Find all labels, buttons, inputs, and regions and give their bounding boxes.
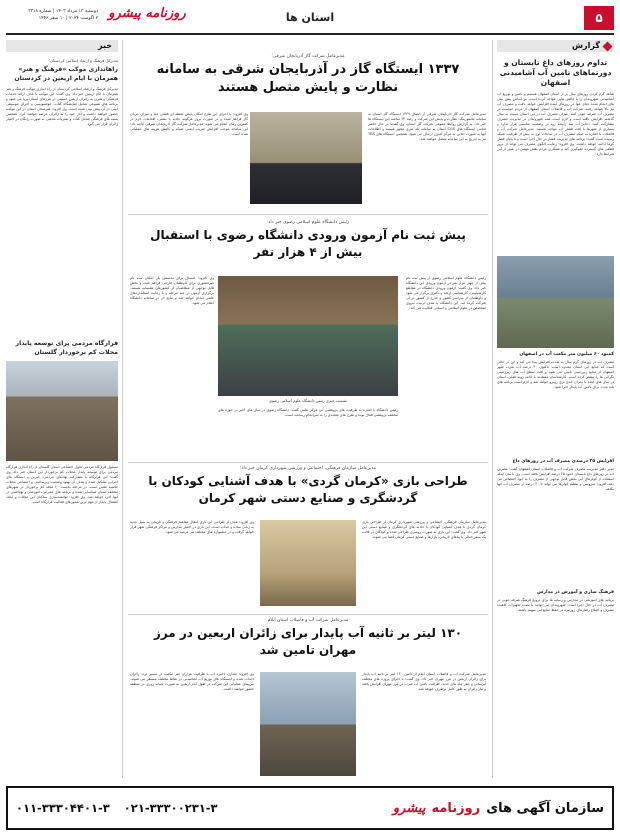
report-body: شاهد گرم کردن روزهای سال پر از استان اصفهان هستیم و تامین و توزیع آب آشامیدنی شهروندان را با چالش هایی مواجه کرده است. بر اساس پیش بینی های انجام شده دمای هوا در روزهای آینده افزایش خواهد یافت و مصرف آب نیز بالا خواهد رفت. شرکت آب و فاضلاب استان اصفهان از مردم خواست در مصرف آب صرفه جویی کنند. میزان مصرف آب در این استان نسبت به سال گذشته افزایش یافته است و لازم است همه شهروندان در مدیریت مصرف مشارکت کنند. ذخایر آب سد زاینده رود در وضعیت مناسبی قرار ندارد و بسیاری از شهرها با افت فشار آب مواجه هستند. مدیرعامل شرکت آب و فاضلاب با اشاره به اینکه مصرف آب در ساعات اوج به بیش از ظرفیت شبکه رسیده است گفت: برنامه های مدیریت فشار در حال اجرا است و تا پایان فصل گرما ادامه خواهد داشت. وی افزود: رعایت الگوی مصرف می تواند از بروز قطعی های گسترده جلوگیری کند و همکاری مردم نقش مهمی در عبور از این شرایط دارد. [497,92,614,156]
gas-photo [250,112,362,204]
exam-rule [128,462,488,463]
exam-body-b: وی افزود: امسال برای نخستین بار امکان ثبت نام غیرحضوری برای داوطلبان خارجی فراهم شده و بخش قابل توجهی از متقاضیان از کشورهای همسایه هستند. برگزاری آزمون در چند مرحله و با رعایت استانداردهای علمی انجام خواهد شد و نتایج آن در سامانه دانشگاه اعلام می شود. [130,276,214,305]
footer-phone-2: ۰۱۱-۳۳۳۰۴۴۰۱-۳ [16,801,110,815]
news2-photo [6,361,118,461]
news1-headline: راهاندازی موکب «فرهنگ و هنر» همزمان با ایام اربعین در کردستان [14,66,118,82]
news1-kicker: مدیرکل فرهنگ و ارشاد اسلامی کردستان: [48,58,118,63]
footer-ad [6,786,614,830]
exam-caption: نشست خبری رئیس دانشگاه علوم اسلامی رضوی [268,398,348,403]
footer-org: سازمان آگهی های [486,800,604,816]
report-body-4: برنامه های آموزشی در مدارس و رسانه ها برای ترویج فرهنگ صرفه جویی در مصرف آب در حال اجرا است. شهروندان می توانند با نصب تجهیزات کاهنده مصرف و اصلاح رفتارهای روزمره در حفظ منابع آبی سهیم باشند. [497,598,614,612]
footer-brand: پیشرو [392,800,426,816]
section-title: استان ها [285,11,335,24]
date-block [6,8,98,22]
gas-body-a: مدیرعامل شرکت گاز آذربایجان شرقی از اتصال ۱۳۳۷ ایستگاه گاز استان به سامانه مانیتورینگ، نظارت و پایش این شرکت و رصد ۲۴ ساعته این ایستگاه ها خبر داد. به گزارش روابط عمومی شرکت گاز استان، وی گفت: در حال حاضر تمامی ایستگاه های CGS استان به سامانه تله متری مجهز هستند و اطلاعات آنها به صورت آنلاین به مرکز کنترل ارسال می شود. همچنین ایستگاه های TBS نیز به تدریج به این سامانه متصل خواهند شد. [368,112,486,141]
exam-headline: پیش ثبت نام آزمون ورودی دانشگاه رضوی با استقبال بیش از ۴ هزار نفر [150,228,466,259]
exam-body-a: رئیس دانشگاه علوم اسلامی رضوی از پیش ثبت نام بیش از چهار هزار نفر در آزمون ورودی این دانشگاه خبر داد. وی گفت: آزمون ورودی دانشگاه در مقاطع کارشناسی، کارشناسی ارشد و دکتری برگزار می شود و داوطلبان از سراسر کشور و خارج از کشور در آن شرکت کرده اند. این دانشگاه با هدف تربیت نیروی متخصص در علوم اسلامی و انسانی فعالیت می کند. [406,276,486,310]
report-subhead-3: فرهنگ سازی و آموزش در مدارس [537,590,614,595]
kids-kicker: مدیرعامل سازمان فرهنگی، اجتماعی و ورزشی شهرداری کرمان خبر داد: [239,466,377,471]
report-body-3: مدیر دفتر مدیریت مصرف شرکت آب و فاضلاب استان اصفهان گفت: مصرف آب در روزهای داغ تابستان حدود ۲۵ درصد افزایش یافته است. وی با بیان اینکه استفاده از کولرهای آبی بخش قابل توجهی از مصرف را به خود اختصاص می دهد، افزود: سرویس و تنظیم کولرها می تواند تا ۳۰ درصد از مصرف آب آنها بکاهد. [497,467,614,491]
page-number: ۵ [595,11,603,25]
footer-phone-1: ۰۲۱-۳۳۳۰۰۲۳۱-۳ [123,801,218,815]
gas-kicker: مدیرعامل شرکت گاز آذربایجان شرقی: [271,54,345,59]
footer-phones [16,801,218,815]
water-headline: ۱۳۰ لیتر بر ثانیه آب پایدار برای زائران اربعین در مرز مهران تامین شد [153,626,463,657]
news-tag [6,40,118,52]
report-tag-label: گزارش [571,41,600,50]
water-photo [260,672,356,776]
report-tag-marker-icon [603,42,613,52]
footer-org-block [393,801,604,816]
report-headline: تداوم روزهای داغ تابستان و دورتماهای تامین آب آشامیدنی اصفهان [499,58,612,87]
news2-headline: قرارگاه مردمی برای توسعه پایدار محلات کم برخوردار گلستان [15,340,118,356]
gas-headline: ۱۳۳۷ ایستگاه گاز در آذربایجان شرقی به سامانه نظارت و پایش متصل هستند [156,62,460,95]
water-kicker: مدیرعامل شرکت آب و فاضلاب استان ایلام [267,618,349,623]
kids-story [126,466,490,612]
date-line-2: ۲ اگوست ۲۰۲۴ | ۱۰ صفر ۱۴۴۶ [38,16,98,21]
report-subhead-2: افزایش ۲۵ درصدی مصرف آب در روزهای داغ [512,459,614,464]
water-body-a: مدیرعامل شرکت آب و فاضلاب استان ایلام از تامین ۱۳۰ لیتر بر ثانیه آب پایدار برای زائران اربعین در مرز مهران خبر داد. وی گفت: با اجرای پروژه های مختلف آبرسانی و حفر چاه های جدید، ظرفیت تامین آب شرب در مرز مهران افزایش یافته و نیاز زائران به طور کامل برطرف خواهد شد. [362,672,486,691]
left-column [6,40,118,778]
exam-story [126,220,490,460]
exam-photo [218,276,398,396]
kids-body-a: مدیرعامل سازمان فرهنگی، اجتماعی و ورزشی شهرداری کرمان از طراحی بازی کرمان گردی با هدف آشنایی کودکان با جاذبه های گردشگری و صنایع دستی این شهر خبر داد. وی گفت: این بازی به صورت رومیزی طراحی شده و کودکان در قالب یک سفر خیالی با بناهای تاریخی، بازارها و صنایع دستی کرمان آشنا می شوند. [362,520,486,539]
date-line-1: دوشنبه ۱۳ مرداد ۱۴۰۳ | شماره ۳۳۱۸ [28,9,98,14]
right-column [497,40,614,778]
page-number-badge [584,6,614,30]
exam-body-c: رئیس دانشگاه با اشاره به ظرفیت های پژوهشی این مرکز علمی گفت: دانشگاه رضوی در سال های اخیر در حوزه های مختلف پژوهشی فعال بوده و طرح های متعددی را به سرانجام رسانده است. [218,408,398,417]
report-body-2: مصرف آب در روزهای گرم سال به شدت افزایش پیدا می کند و این در حالی است که منابع آبی استان محدود است. تاکنون ۴۰ درصد آب شرب شهر اصفهان از منابع زیرزمینی تامین می شود و افت سطح آب های زیرزمینی نگرانی ها را بیشتر کرده است. کارشناسان معتقدند با ادامه روند فعلی، استان در سال های آینده با بحران جدی تری روبرو خواهد شد و لازم است برنامه های بلند مدت برای تامین آب پایدار اجرا شود. [497,360,614,389]
report-photo [497,256,614,348]
exam-kicker: رئیس دانشگاه علوم اسلامی رضوی خبر داد: [266,220,350,225]
right-column-rule [492,40,493,778]
kids-body-b: وی افزود: هدف از طراحی این بازی انتقال مفاهیم فرهنگی و تاریخی به نسل جدید به زبانی ساده و جذاب است. این بازی در اختیار مدارس و مراکز فرهنگی شهر قرار خواهد گرفت و در جشنواره های مختلف نیز عرضه می شود. [130,520,254,534]
logo: روزنامه پیشرو [108,6,186,21]
news-tag-label: خبر [97,41,112,50]
gas-rule [128,214,488,215]
water-body-b: وی افزود: مخازن ذخیره آب با ظرفیت هزاران متر مکعب در مسیر تردد زائران احداث شده و ایستگاه های توزیع آب آشامیدنی در نقاط مختلف مستقر می شوند. نیروهای عملیاتی این شرکت در طول ایام اربعین به صورت شبانه روزی در منطقه حضور خواهند داشت. [130,672,254,691]
kids-rule [128,614,488,615]
gas-body-b: وی افزود: با اجرای این طرح امکان پایش لحظه ای فشار، دما و میزان جریان گاز فراهم شده و در صورت بروز هرگونه حادثه یا نشتی، اقدامات لازم در کمترین زمان انجام می شود. مدیرعامل شرکت گاز آذربایجان شرقی ادامه داد: این سامانه موجب افزایش ضریب ایمنی شبکه و کاهش هزینه های عملیاتی شده است. [130,112,248,136]
news1-body: مدیرکل فرهنگ و ارشاد اسلامی کردستان از راه اندازی موکب فرهنگ و هنر همزمان با ایام اربعین خبر داد. وی گفت: این موکب با هدف ارائه خدمات فرهنگی و هنری به زائران اربعین حسینی در مرزهای استان برپا می شود و برنامه های متنوعی شامل نمایشگاه کتاب، خوشنویسی و اجرای موسیقی آیینی در آن پیش بینی شده است. وی افزود: هنرمندان استان در این موکب حضور خواهند داشت و آثار خود را به زائران عرضه خواهند کرد. همچنین بسته های فرهنگی شامل کتاب و نشریات مذهبی به صورت رایگان در اختیار زائران قرار می گیرد. [6,87,118,126]
footer-paper: روزنامه [431,800,481,816]
report-tag [497,40,614,52]
kids-photo [260,520,356,606]
water-story [126,618,490,778]
news2-body: مسئول قرارگاه مردمی تحول اجتماعی استان گلستان از راه اندازی قرارگاه مردمی برای توسعه پایدار محلات کم برخوردار این استان خبر داد. وی گفت: این قرارگاه با مشارکت نهادهای مردمی، خیرین و دستگاه های اجرایی تشکیل شده و هدف آن بهبود وضعیت زیرساختی و اجتماعی محلات حاشیه نشین است. در مرحله نخست ۲۰ محله کم برخوردار در شهرهای مختلف استان شناسایی شده و برنامه های عمرانی، آموزشی و بهداشتی در آنها اجرا خواهد شد. وی افزود: توانمندسازی ساکنان این محلات و ایجاد اشتغال پایدار از مهم ترین محورهای فعالیت قرارگاه است. [6,465,118,504]
header-rule [6,33,614,35]
report-subhead-1: کمبود ۶۰ میلیون متر مکعب آب در اصفهان [519,352,614,357]
kids-headline: طراحی بازی «کرمان گردی» با هدف آشنایی کودکان با گردشگری و صنایع دستی شهر کرمان [148,474,468,505]
left-column-rule [122,40,123,778]
